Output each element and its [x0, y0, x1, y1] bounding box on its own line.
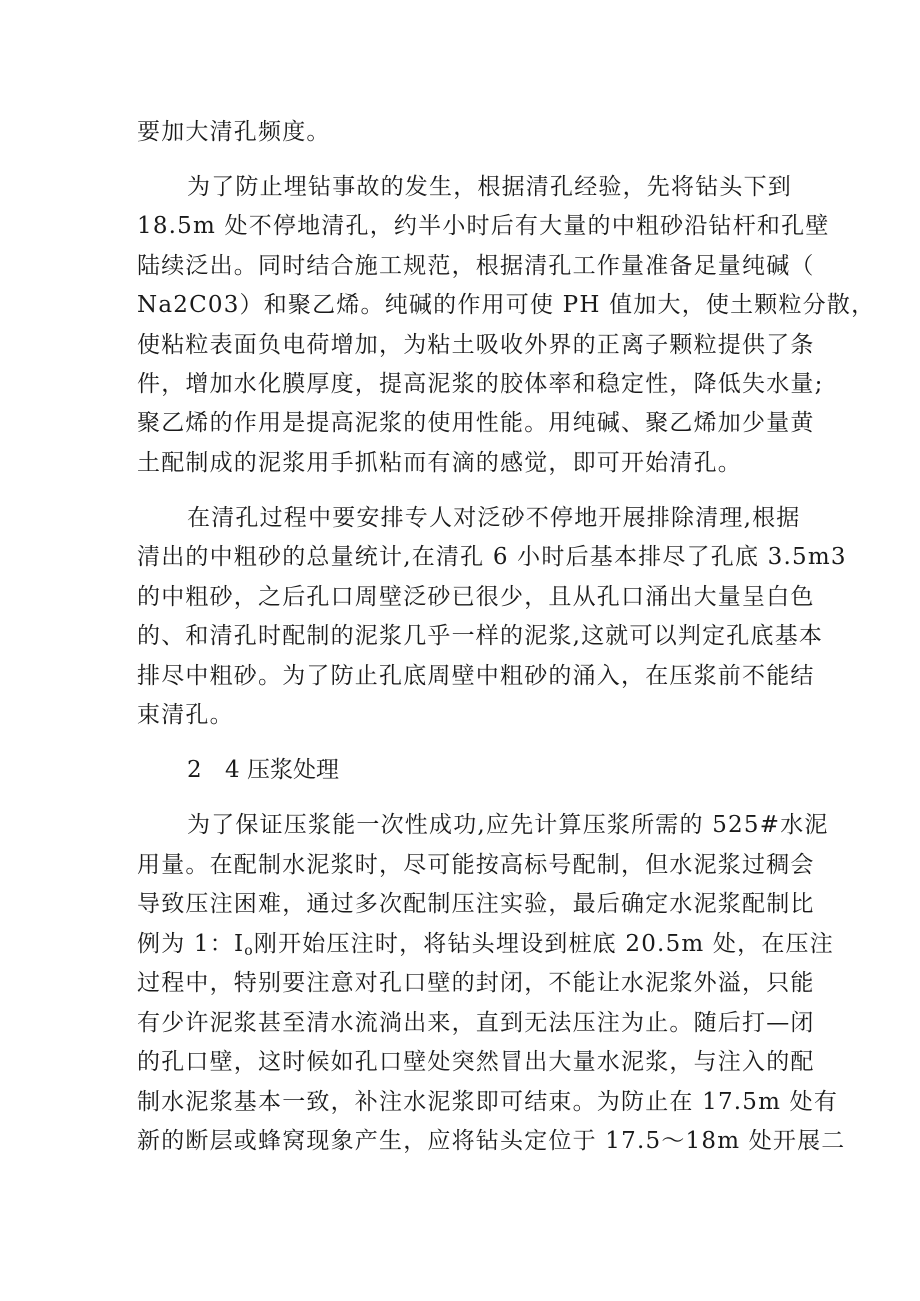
text-line: 聚乙烯的作用是提高泥浆的使用性能。用纯碱、聚乙烯加少量黄 [137, 410, 815, 436]
text-line: 新的断层或蜂窝现象产生，应将钻头定位于 17.5～18m 处开展二 [137, 1128, 846, 1154]
subscript: o [244, 943, 254, 959]
text-line: 的中粗砂，之后孔口周壁泛砂已很少，且从孔口涌出大量呈白色 [137, 584, 815, 610]
section-number: 2 [187, 757, 202, 783]
text-line: 清出的中粗砂的总量统计,在清孔 6 小时后基本排尽了孔底 3.5m3 [137, 544, 847, 570]
text-line: 导致压注困难，通过多次配制压注实验，最后确定水泥浆配制比 [137, 891, 815, 917]
section-heading [187, 755, 339, 785]
text-line: 有少许泥浆甚至清水流淌出来，直到无法压注为止。随后打—闭 [137, 1010, 815, 1036]
text-fragment: 刚开始压注时，将钻头埋设到桩底 20.5m 处，在压注 [253, 931, 834, 957]
text-line: 排尽中粗砂。为了防止孔底周壁中粗砂的涌入，在压浆前不能结 [137, 663, 815, 689]
text-line [137, 929, 834, 966]
text-line: 件，增加水化膜厚度，提高泥浆的胶体率和稳定性，降低失水量; [137, 371, 824, 397]
text-line: 陆续泛出。同时结合施工规范，根据清孔工作量准备足量纯碱（ [137, 253, 815, 279]
text-fragment: 例为 1：I [137, 931, 245, 957]
text-line: 的、和清孔时配制的泥浆几乎一样的泥浆,这就可以判定孔底基本 [137, 623, 824, 649]
text-line: 为了防止埋钻事故的发生，根据清孔经验，先将钻头下到 [187, 174, 792, 200]
section-title: 4 压浆处理 [225, 757, 339, 783]
text-line: 制水泥浆基本一致，补注水泥浆即可结束。为防止在 17.5m 处有 [137, 1089, 839, 1115]
text-line: 用量。在配制水泥浆时，尽可能按高标号配制，但水泥浆过稠会 [137, 852, 815, 878]
text-line: 18.5m 处不停地清孔，约半小时后有大量的中粗砂沿钻杆和孔壁 [137, 213, 830, 239]
text-line: 要加大清孔频度。 [137, 119, 331, 145]
text-line: 束清孔。 [137, 702, 234, 728]
text-line: 在清孔过程中要安排专人对泛砂不停地开展排除清理,根据 [187, 505, 801, 531]
text-line: 为了保证压浆能一次性成功,应先计算压浆所需的 525#水泥 [187, 812, 829, 838]
text-line: 的孔口壁，这时候如孔口壁处突然冒出大量水泥浆，与注入的配 [137, 1049, 815, 1075]
text-line: 土配制成的泥浆用手抓粘而有滴的感觉，即可开始清孔。 [137, 450, 742, 476]
text-line: Na2C03）和聚乙烯。纯碱的作用可使 PH 值加大，使土颗粒分散， [137, 292, 876, 318]
text-line: 使粘粒表面负电荷增加，为粘土吸收外界的正离子颗粒提供了条 [137, 332, 815, 358]
text-line: 过程中，特别要注意对孔口壁的封闭，不能让水泥浆外溢，只能 [137, 970, 815, 996]
